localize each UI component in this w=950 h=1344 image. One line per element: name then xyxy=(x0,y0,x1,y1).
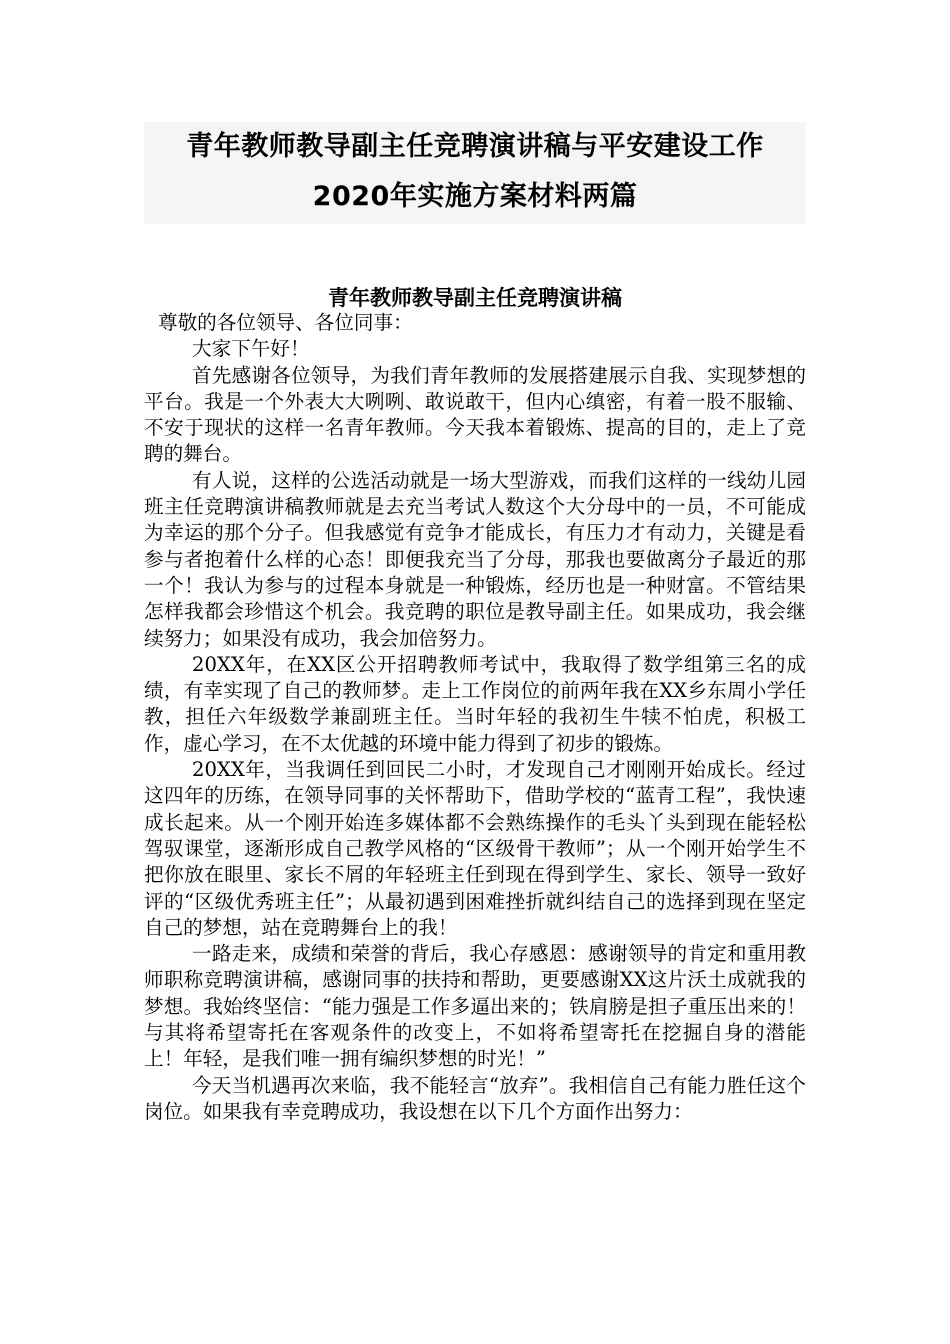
body-paragraph: 有人说，这样的公选活动就是一场大型游戏，而我们这样的一线幼儿园班主任竞聘演讲稿教师就是去充当考试人数这个大分母中的一员，不可能成为幸运的那个分子。但我感觉有竞争才能成长，有压力才有动力，关键是看参与者抱着什么样的心态！即便我充当了分母，那我也要做离分子最近的那一个！我认为参与的过程本身就是一种锻炼，经历也是一种财富。不管结果怎样我都会珍惜这个机会。我竞聘的职位是教导副主任。如果成功，我会继续努力；如果没有成功，我会加倍努力。 xyxy=(144,468,806,650)
document-title-block xyxy=(144,122,806,224)
body-paragraph: 20XX年，当我调任到回民二小时，才发现自己才刚刚开始成长。经过这四年的历练，在领导同事的关怀帮助下，借助学校的“蓝青工程”，我快速成长起来。从一个刚开始连多媒体都不会熟练操作的毛头丫头到现在能轻松驾驭课堂，逐渐形成自己教学风格的“区级骨干教师”；从一个刚开始学生不把你放在眼里、家长不屑的年轻班主任到现在得到学生、家长、领导一致好评的“区级优秀班主任”；从最初遇到困难挫折就纠结自己的选择到现在坚定自己的梦想，站在竞聘舞台上的我！ xyxy=(144,758,806,939)
document-title-line-2: 2020年实施方案材料两篇 xyxy=(312,181,638,212)
body-paragraph: 一路走来，成绩和荣誉的背后，我心存感恩：感谢领导的肯定和重用教师职称竞聘演讲稿，感谢同事的扶持和帮助，更要感谢XX这片沃土成就我的梦想。我始终坚信：“能力强是工作多逼出来的；铁肩膀是担子重压出来的！与其将希望寄托在客观条件的改变上，不如将希望寄托在挖掘自身的潜能上！年轻，是我们唯一拥有编织梦想的时光！” xyxy=(144,942,806,1071)
body-paragraph: 20XX年，在XX区公开招聘教师考试中，我取得了数学组第三名的成绩，有幸实现了自己的教师梦。走上工作岗位的前两年我在XX乡东周小学任教，担任六年级数学兼副班主任。当时年轻的我初生牛犊不怕虎，积极工作，虚心学习，在不太优越的环境中能力得到了初步的锻炼。 xyxy=(144,652,806,755)
section-title: 青年教师教导副主任竞聘演讲稿 xyxy=(328,286,622,310)
greeting-paragraph: 大家下午好！ xyxy=(192,337,310,361)
body-paragraph: 首先感谢各位领导，为我们青年教师的发展搭建展示自我、实现梦想的平台。我是一个外表大大咧咧、敢说敢干，但内心缜密，有着一股不服输、不安于现状的这样一名青年教师。今天我本着锻炼、提高的目的，走上了竞聘的舞台。 xyxy=(144,363,806,466)
body-paragraph: 今天当机遇再次来临，我不能轻言“放弃”。我相信自己有能力胜任这个岗位。如果我有幸竞聘成功，我设想在以下几个方面作出努力： xyxy=(144,1073,806,1123)
document-title-line-1: 青年教师教导副主任竞聘演讲稿与平安建设工作 xyxy=(186,131,764,162)
salutation-paragraph: 尊敬的各位领导、各位同事： xyxy=(158,311,413,334)
speech-body xyxy=(144,310,806,1125)
